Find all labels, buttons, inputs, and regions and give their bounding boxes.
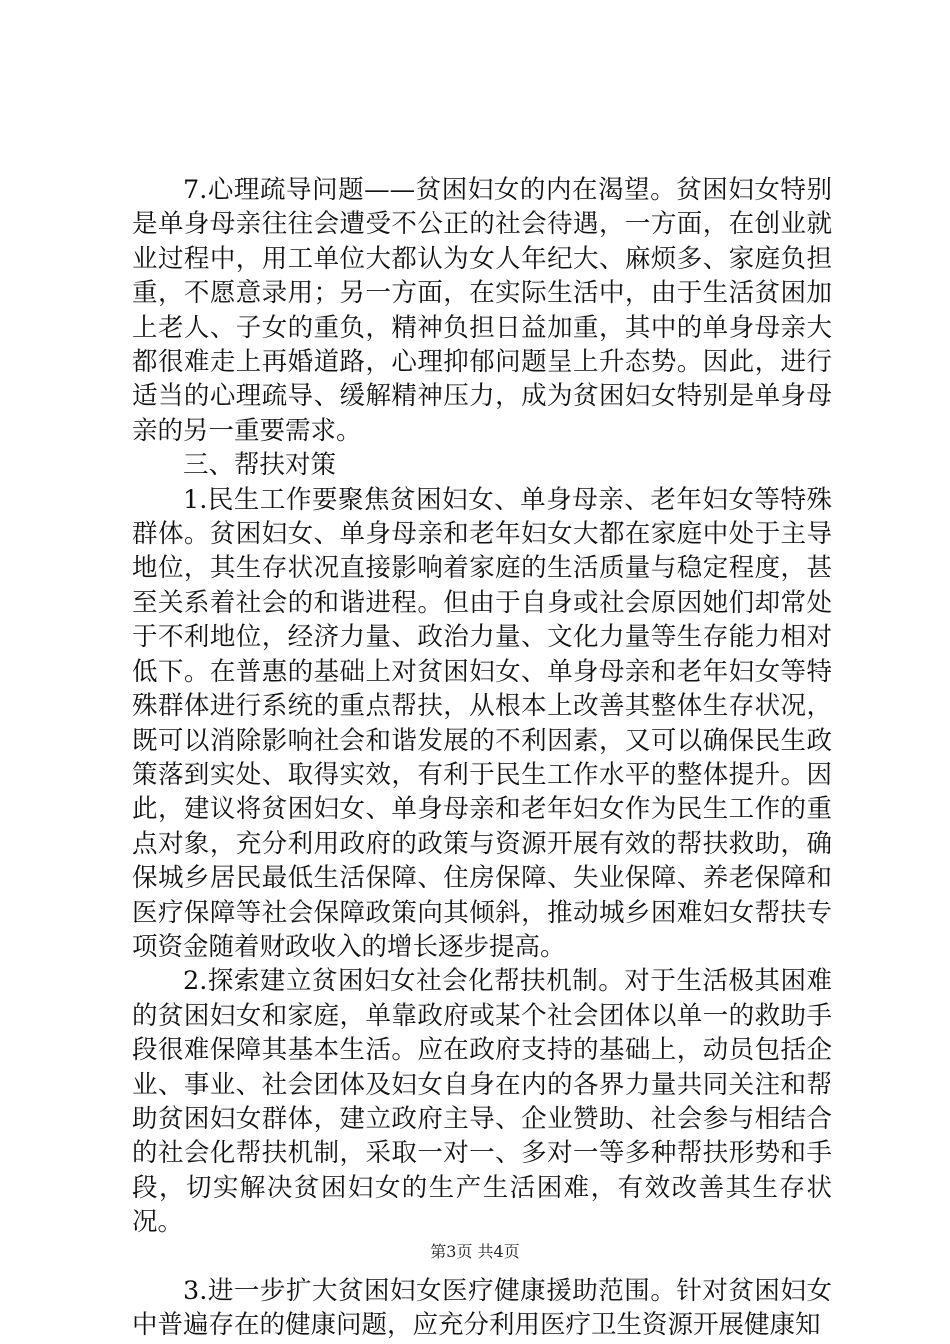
- paragraph-psychological-counseling: 7.心理疏导问题——贫困妇女的内在渴望。贫困妇女特别是单身母亲往往会遭受不公正的社会待遇，一方面，在创业就业过程中，用工单位大都认为女人年纪大、麻烦多、家庭负担重，不愿意录用；另一方面，在实际生活中，由于生活贫困加上老人、子女的重负，精神负担日益加重，其中的单身母亲大都很难走上再婚道路，心理抑郁问题呈上升态势。因此，进行适当的心理疏导、缓解精神压力，成为贫困妇女特别是单身母亲的另一重要需求。: [132, 175, 832, 446]
- paragraph-medical-assistance: 3.进一步扩大贫困妇女医疗健康援助范围。针对贫困妇女中普遍存在的健康问题，应充分利用医疗卫生资源开展健康知: [132, 1275, 832, 1340]
- paragraph-social-assistance-mechanism: 2.探索建立贫困妇女社会化帮扶机制。对于生活极其困难的贫困妇女和家庭，单靠政府或某个社会团体以单一的救助手段很难保障其基本生活。应在政府支持的基础上，动员包括企业、事业、社会团体及妇女自身在内的各界力量共同关注和帮助贫困妇女群体，建立政府主导、企业赞助、社会参与相结合的社会化帮扶机制，采取一对一、多对一等多种帮扶形势和手段，切实解决贫困妇女的生产生活困难，有效改善其生存状况。: [132, 966, 832, 1238]
- page-number-footer: 第3页 共4页: [430, 1242, 520, 1261]
- section-heading-assistance-measures: 三、帮扶对策: [183, 450, 337, 481]
- document-body: [132, 173, 832, 1342]
- paragraph-livelihood-focus: 1.民生工作要聚焦贫困妇女、单身母亲、老年妇女等特殊群体。贫困妇女、单身母亲和老年妇女大都在家庭中处于主导地位，其生存状况直接影响着家庭的生活质量与稳定程度，甚至关系着社会的和谐进程。但由于自身或社会原因她们却常处于不利地位，经济力量、政治力量、文化力量等生存能力相对低下。在普惠的基础上对贫困妇女、单身母亲和老年妇女等特殊群体进行系统的重点帮扶，从根本上改善其整体生存状况，既可以消除影响社会和谐发展的不利因素，又可以确保民生政策落到实处、取得实效，有利于民生工作水平的整体提升。因此，建议将贫困妇女、单身母亲和老年妇女作为民生工作的重点对象，充分利用政府的政策与资源开展有效的帮扶救助，确保城乡居民最低生活保障、住房保障、失业保障、养老保障和医疗保障等社会保障政策向其倾斜，推动城乡困难妇女帮扶专项资金随着财政收入的增长逐步提高。: [132, 484, 832, 962]
